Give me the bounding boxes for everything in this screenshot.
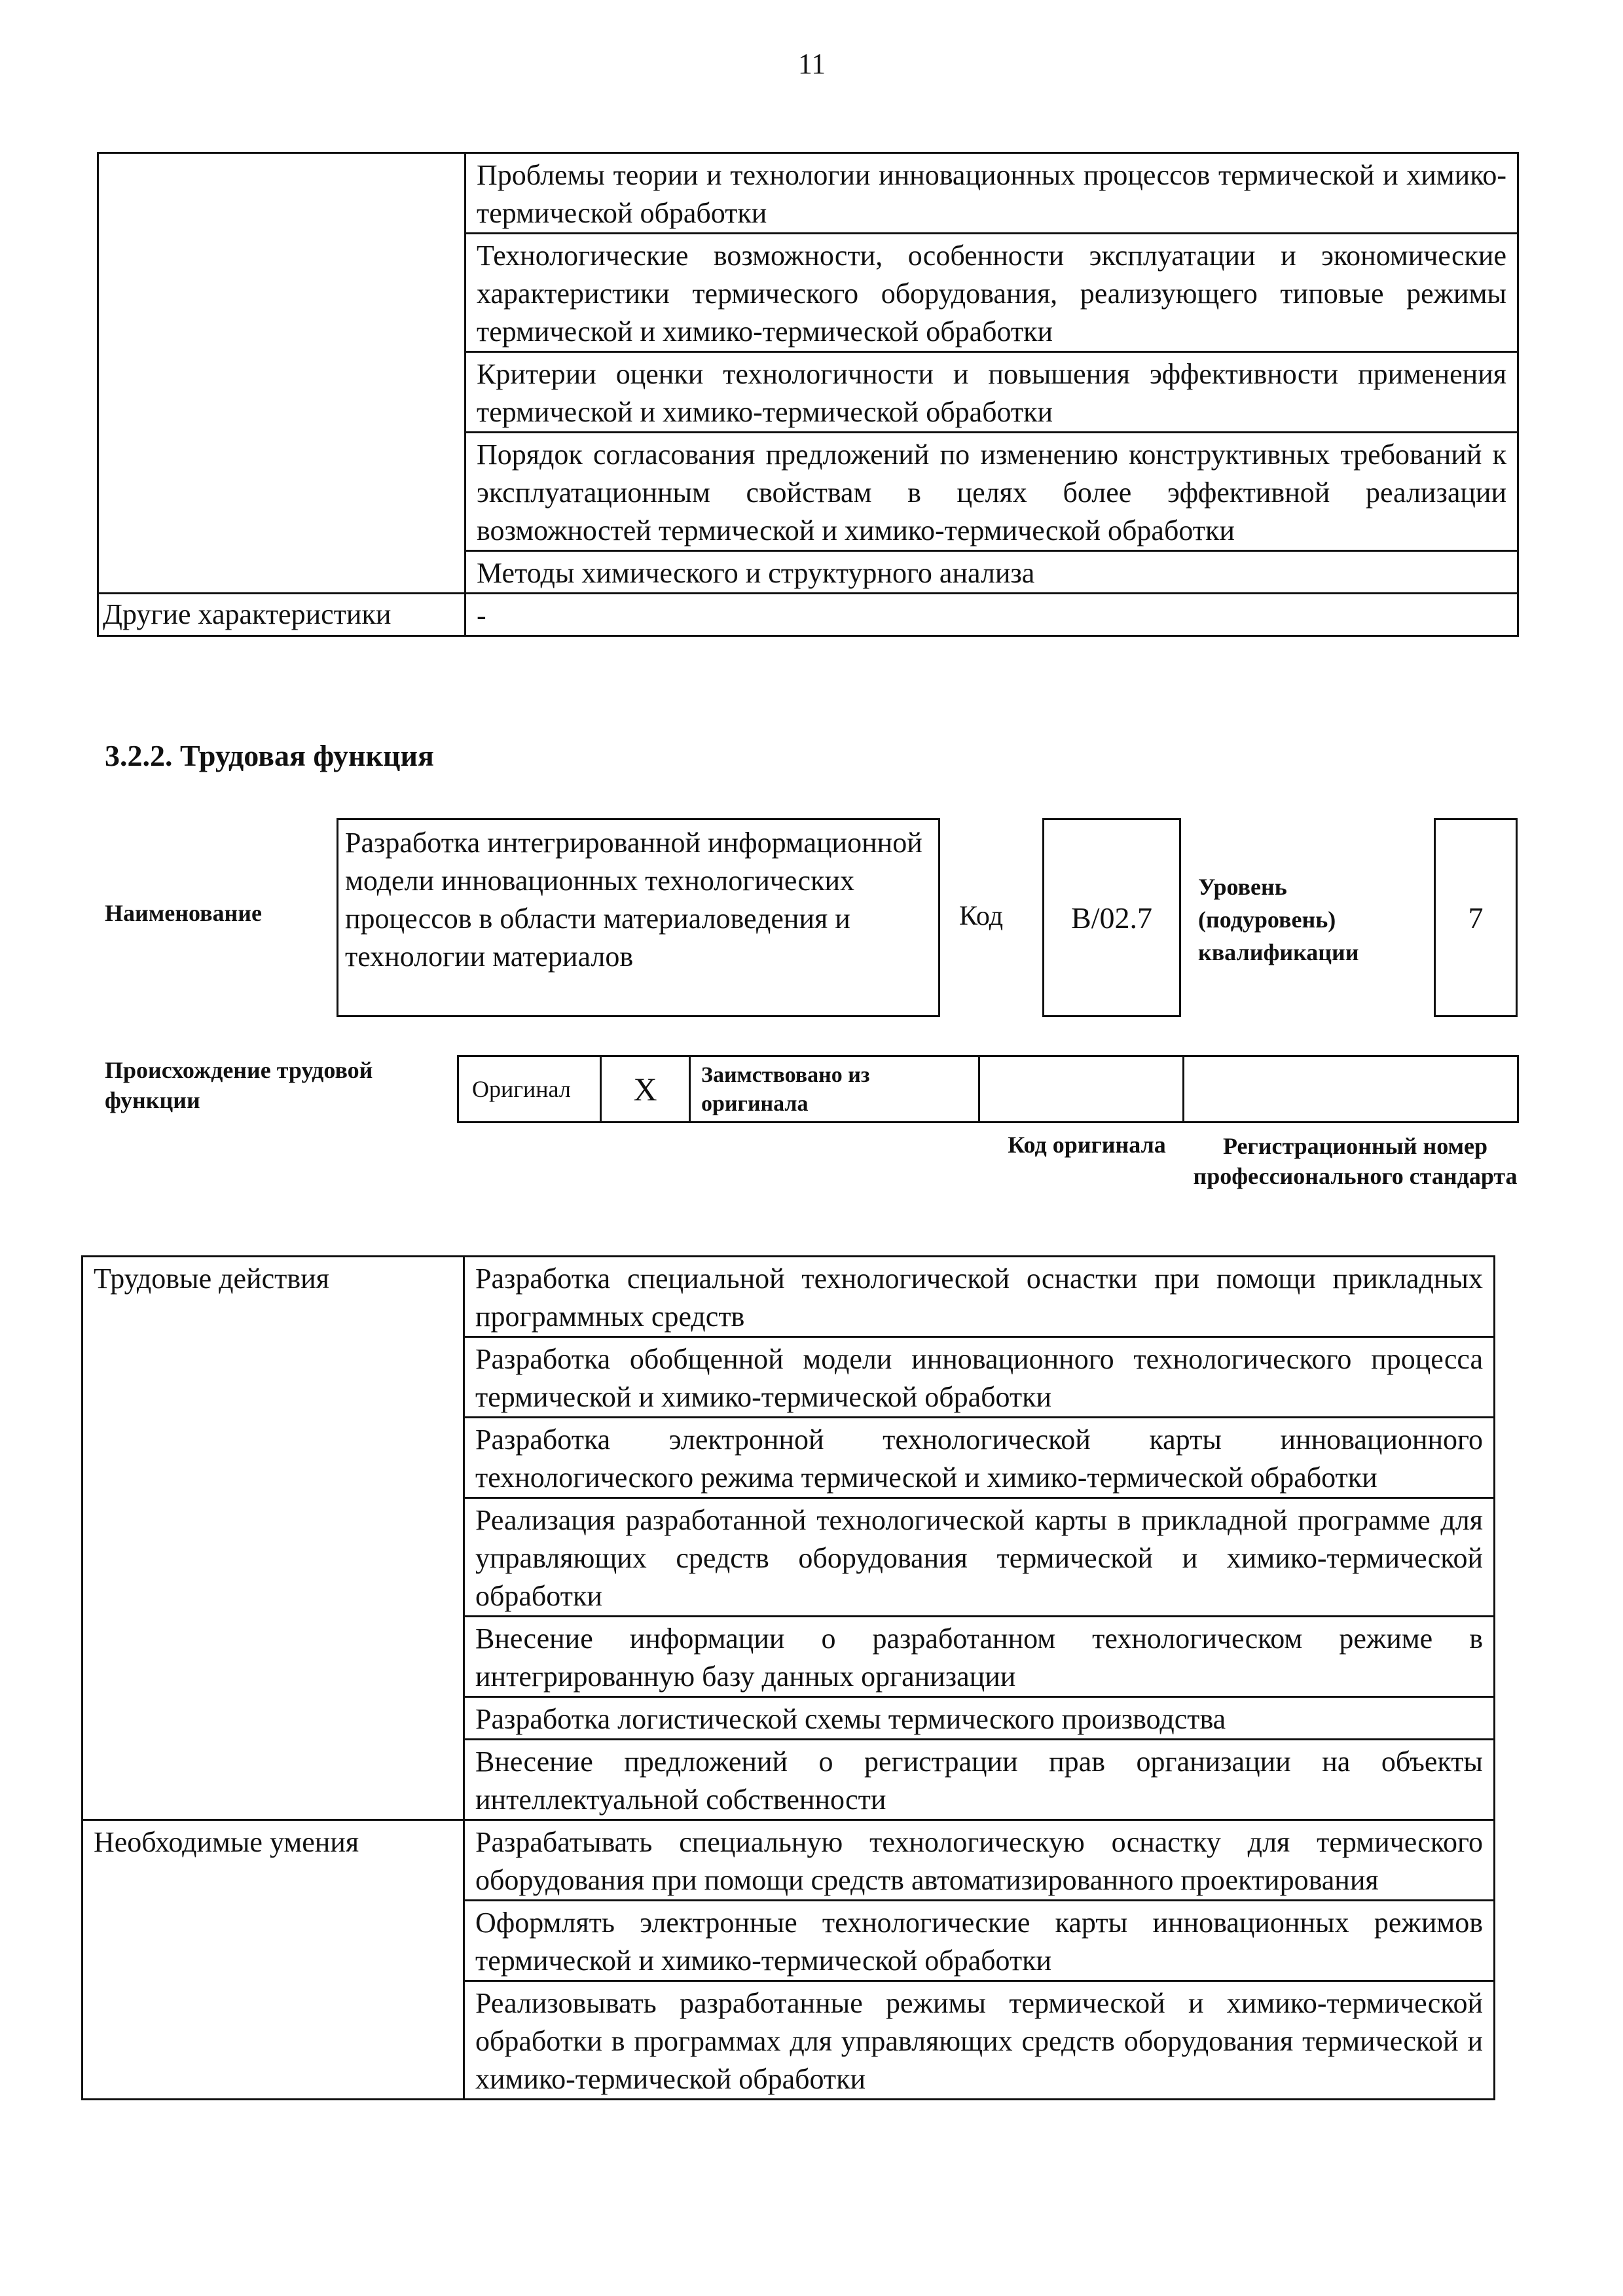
- code-label: Код: [959, 901, 1004, 931]
- knowledge-item: Методы химического и структурного анализа: [465, 551, 1518, 594]
- skill-item: Реализовывать разработанные режимы термической и химико-термической обработки в программах для управляющих средств оборудования термической и химико-термической обработки: [464, 1981, 1495, 2100]
- empty-label-cell: [98, 153, 465, 594]
- skill-item: Разрабатывать специальную технологическую оснастку для термического оборудования при помощи средств автоматизированного проектирования: [464, 1820, 1495, 1901]
- section-title: 3.2.2. Трудовая функция: [105, 739, 434, 772]
- original-label-cell: Оригинал: [459, 1057, 602, 1121]
- knowledge-item: Проблемы теории и технологии инновационных процессов термической и химико-термической обработки: [465, 153, 1518, 234]
- original-mark-cell: X: [602, 1057, 691, 1121]
- origin-row: [457, 1055, 1519, 1123]
- function-name-box: Разработка интегрированной информационной модели инновационных технологических процессов в области материаловедения и технологии материалов: [337, 818, 940, 1017]
- labor-action-item: Разработка логистической схемы термического производства: [464, 1697, 1495, 1740]
- other-characteristics-value: -: [465, 594, 1518, 636]
- other-characteristics-label: Другие характеристики: [98, 594, 465, 636]
- qualification-level-label: Уровень (подуровень) квалификации: [1198, 874, 1359, 965]
- name-label: Наименование: [105, 900, 262, 926]
- original-code-cell: [980, 1057, 1184, 1121]
- registration-number-caption: Регистрационный номер профессионального стандарта: [1193, 1133, 1518, 1189]
- origin-label: Происхождение трудовой функции: [105, 1057, 373, 1113]
- knowledge-table-continued: [97, 152, 1519, 637]
- skill-item: Оформлять электронные технологические карты инновационных режимов термической и химико-термической обработки: [464, 1901, 1495, 1981]
- registration-number-cell: [1184, 1057, 1517, 1121]
- labor-action-item: Внесение информации о разработанном технологическом режиме в интегрированную базу данных организации: [464, 1617, 1495, 1697]
- borrowed-label-cell: Заимствовано из оригинала: [691, 1057, 980, 1121]
- labor-action-item: Внесение предложений о регистрации прав организации на объекты интеллектуальной собственности: [464, 1740, 1495, 1820]
- labor-action-item: Разработка обобщенной модели инновационного технологического процесса термической и химико-термической обработки: [464, 1337, 1495, 1418]
- labor-action-item: Разработка специальной технологической оснастки при помощи прикладных программных средств: [464, 1257, 1495, 1337]
- knowledge-item: Технологические возможности, особенности эксплуатации и экономические характеристики термического оборудования, реализующего типовые режимы термической и химико-термической обработки: [465, 234, 1518, 352]
- labor-action-item: Разработка электронной технологической карты инновационного технологического режима термической и химико-термической обработки: [464, 1418, 1495, 1498]
- labor-function-table: [81, 1255, 1495, 2100]
- labor-action-item: Реализация разработанной технологической карты в прикладной программе для управляющих средств оборудования термической и химико-термической обработки: [464, 1498, 1495, 1617]
- code-value-box: B/02.7: [1042, 818, 1181, 1017]
- knowledge-item: Критерии оценки технологичности и повышения эффективности применения термической и химико-термической обработки: [465, 352, 1518, 433]
- labor-actions-label: Трудовые действия: [82, 1257, 464, 1820]
- knowledge-item: Порядок согласования предложений по изменению конструктивных требований к эксплуатационным свойствам в целях более эффективной реализации возможностей термической и химико-термической обработки: [465, 433, 1518, 551]
- page-number: 11: [797, 48, 826, 80]
- original-code-caption: Код оригинала: [1008, 1132, 1166, 1158]
- required-skills-label: Необходимые умения: [82, 1820, 464, 2100]
- qualification-level-box: 7: [1434, 818, 1518, 1017]
